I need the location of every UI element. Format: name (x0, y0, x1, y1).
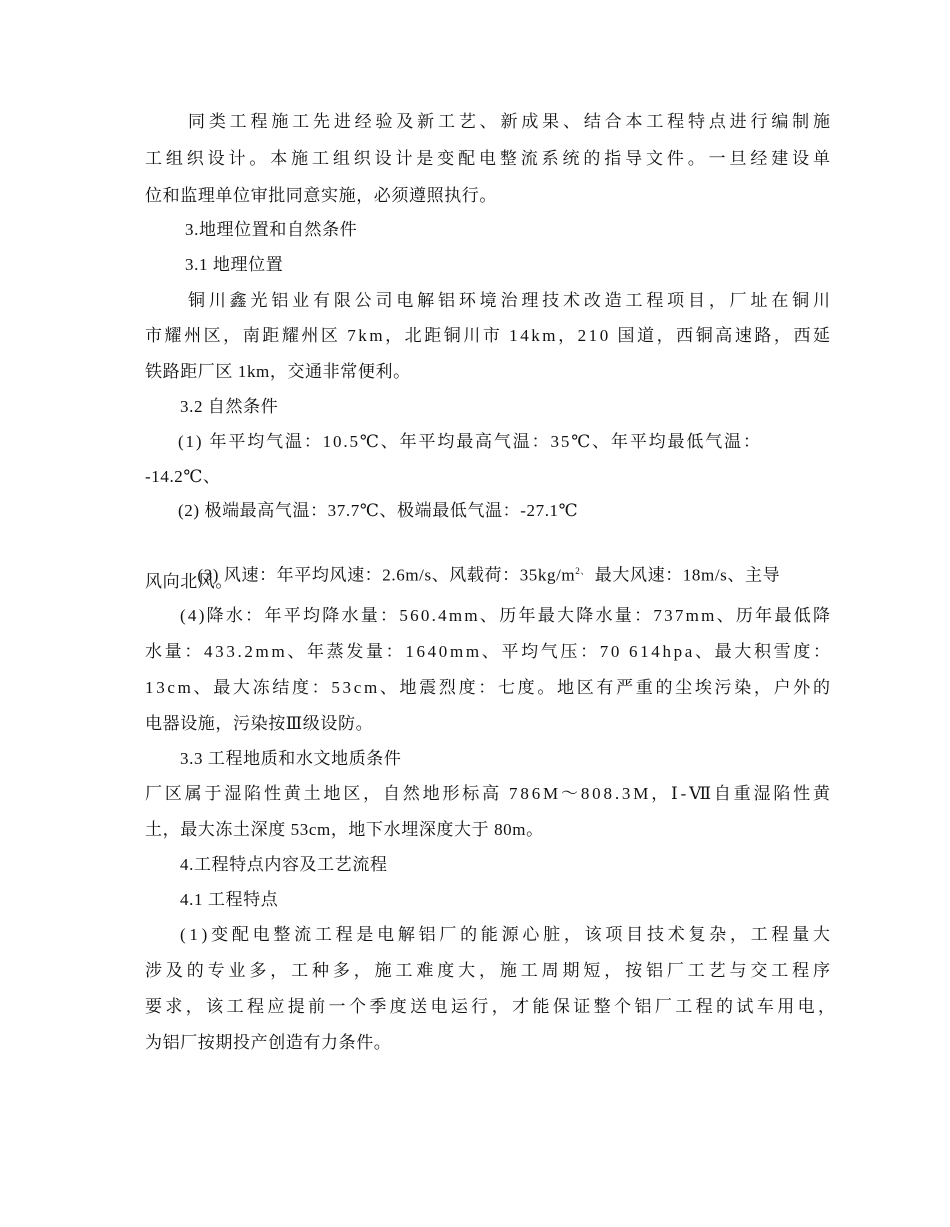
text-line: 风向北风。 (145, 572, 233, 591)
text-line: 要求，该工程应提前一个季度送电运行，才能保证整个铝厂工程的试车用电， (145, 997, 839, 1016)
text-line: (1) 年平均气温：10.5℃、年平均最高气温：35℃、年平均最低气温： (178, 432, 762, 451)
subsection-heading: 3.2 自然条件 (180, 397, 279, 416)
text-line: 土，最大冻土深度 53cm，地下水埋深度大于 80m。 (145, 820, 544, 839)
text-line: (4)降水：年平均降水量：560.4mm、历年最大降水量：737mm、历年最低降 (180, 606, 833, 625)
text-line: 电器设施，污染按Ⅲ级设防。 (145, 714, 374, 733)
text-line: 13cm、最大冻结度：53cm、地震烈度：七度。地区有严重的尘埃污染，户外的 (145, 678, 833, 697)
text-line: 水量：433.2mm、年蒸发量：1640mm、平均气压：70 614hpa、最大积雪度： (145, 642, 833, 661)
text-line: 为铝厂按期投产创造有力条件。 (145, 1033, 392, 1052)
section-heading: 3.地理位置和自然条件 (185, 220, 358, 239)
subsection-heading: 4.1 工程特点 (180, 890, 279, 909)
subsection-heading: 3.3 工程地质和水文地质条件 (180, 749, 402, 768)
text-line: 同类工程施工先进经验及新工艺、新成果、结合本工程特点进行编制施 (188, 112, 834, 131)
text-line: 工组织设计。本施工组织设计是变配电整流系统的指导文件。一旦经建设单 (145, 149, 834, 168)
subsection-heading: 3.1 地理位置 (185, 255, 284, 274)
text-line: (3) 风速：年平均风速：2.6m/s、风载荷：$35kg/m^{2、}$ 最大风速：18m/s、主导 (197, 565, 781, 585)
text-line: (1)变配电整流工程是电解铝厂的能源心脏，该项目技术复杂，工程量大 (180, 925, 834, 944)
text-line: 市耀州区，南距耀州区 7km，北距铜川市 14km，210 国道，西铜高速路，西延 (145, 326, 833, 345)
text-line: -14.2℃、 (145, 467, 221, 486)
text-line: 铜川鑫光铝业有限公司电解铝环境治理技术改造工程项目，厂址在铜川 (188, 291, 834, 310)
text-line: (2) 极端最高气温：37.7℃、极端最低气温：-27.1℃ (178, 501, 579, 520)
section-heading: 4.工程特点内容及工艺流程 (180, 855, 388, 874)
text-line: 涉及的专业多，工种多，施工难度大，施工周期短，按铝厂工艺与交工程序 (145, 961, 834, 980)
text-line: 位和监理单位审批同意实施，必须遵照执行。 (145, 186, 497, 205)
text-line: 厂区属于湿陷性黄土地区，自然地形标高 786M～808.3M，Ⅰ-Ⅶ自重湿陷性黄 (145, 784, 833, 803)
text-line: 铁路距厂区 1km，交通非常便利。 (145, 362, 411, 381)
superscript: 2、 (575, 566, 590, 576)
